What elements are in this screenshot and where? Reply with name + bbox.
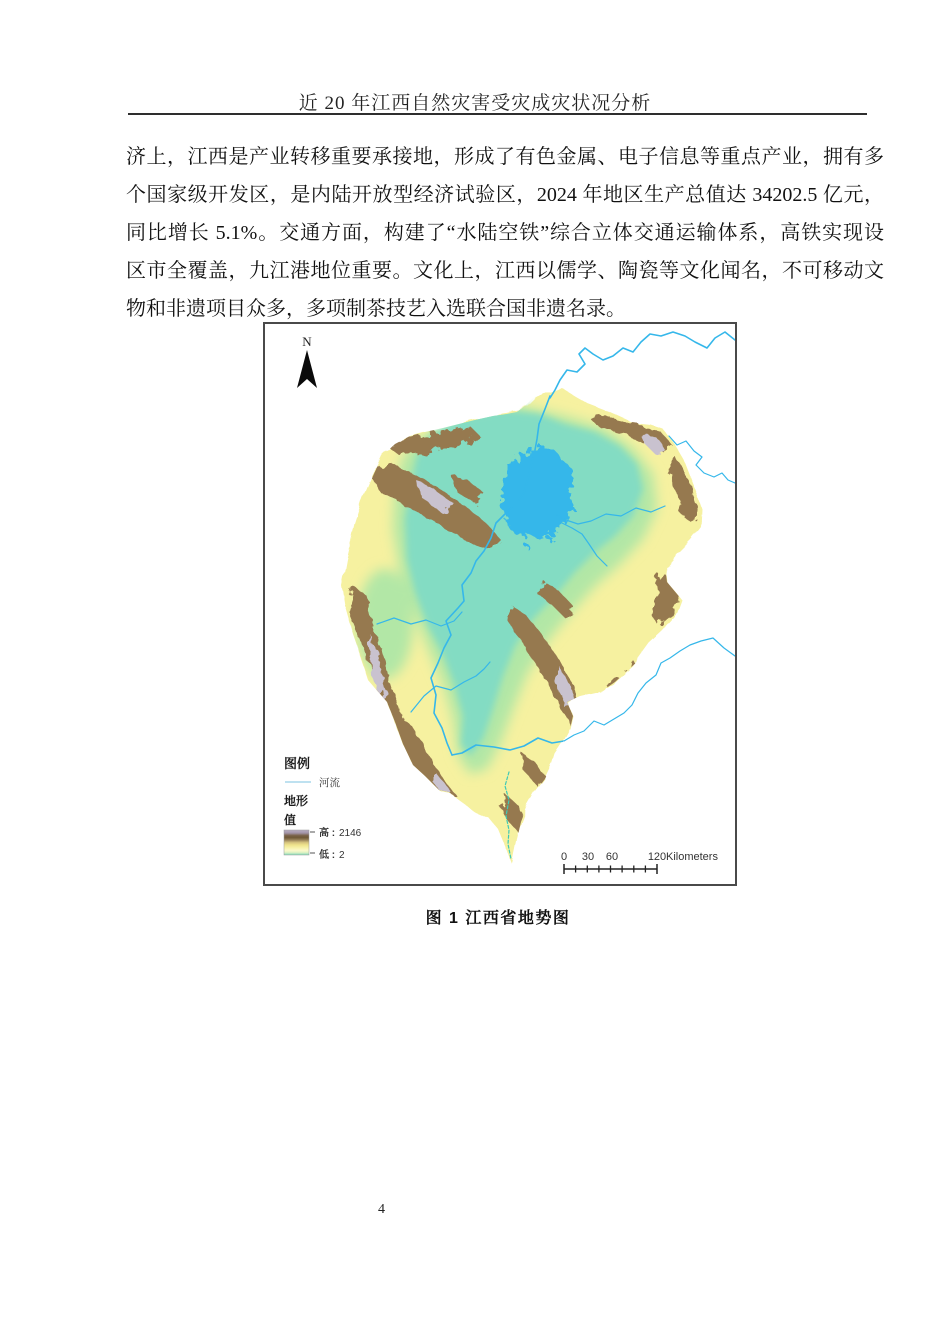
body-paragraph — [126, 138, 884, 328]
header-divider — [128, 113, 867, 115]
north-label: N — [302, 334, 312, 349]
scale-label-30: 30 — [581, 851, 595, 863]
page-number: 4 — [378, 1202, 385, 1217]
scale-label-0: 0 — [560, 851, 568, 863]
body-line: 区市全覆盖，九江港地位重要。文化上，江西以儒学、陶瓷等文化闻名，不可移动文 — [126, 260, 884, 282]
page-header-title: 近 20 年江西自然灾害受灾成灾状况分析 — [298, 93, 652, 114]
legend-high-label: 高 : — [319, 828, 336, 839]
legend-terrain-label-2: 值 — [284, 813, 297, 827]
scale-bar — [561, 851, 719, 874]
legend-title: 图例 — [284, 756, 311, 771]
legend-low-label: 低 : — [319, 850, 336, 861]
scale-unit-label: Kilometers — [666, 851, 718, 863]
figure-caption: 图 1 江西省地势图 — [425, 910, 571, 927]
legend-elevation-ramp — [284, 830, 309, 855]
map-legend — [283, 756, 362, 861]
scale-label-120: 120 — [647, 851, 667, 863]
scale-label-60: 60 — [605, 851, 619, 863]
figure-map-jiangxi-terrain — [263, 322, 737, 886]
legend-low-value: 2 — [339, 850, 345, 861]
body-line: 同比增长 5.1%。交通方面，构建了“水陆空铁”综合立体交通运输体系，高铁实现设 — [126, 222, 884, 244]
north-arrow-icon — [297, 334, 317, 388]
legend-high-value: 2146 — [339, 828, 362, 839]
legend-river-label: 河流 — [319, 777, 340, 789]
legend-terrain-label-1: 地形 — [284, 794, 309, 808]
body-line: 物和非遗项目众多，多项制茶技艺入选联合国非遗名录。 — [126, 298, 626, 320]
body-line: 济上，江西是产业转移重要承接地，形成了有色金属、电子信息等重点产业，拥有多 — [126, 146, 884, 168]
map-svg — [265, 324, 735, 884]
body-line: 个国家级开发区，是内陆开放型经济试验区，2024 年地区生产总值达 34202.5 亿元， — [126, 184, 884, 206]
